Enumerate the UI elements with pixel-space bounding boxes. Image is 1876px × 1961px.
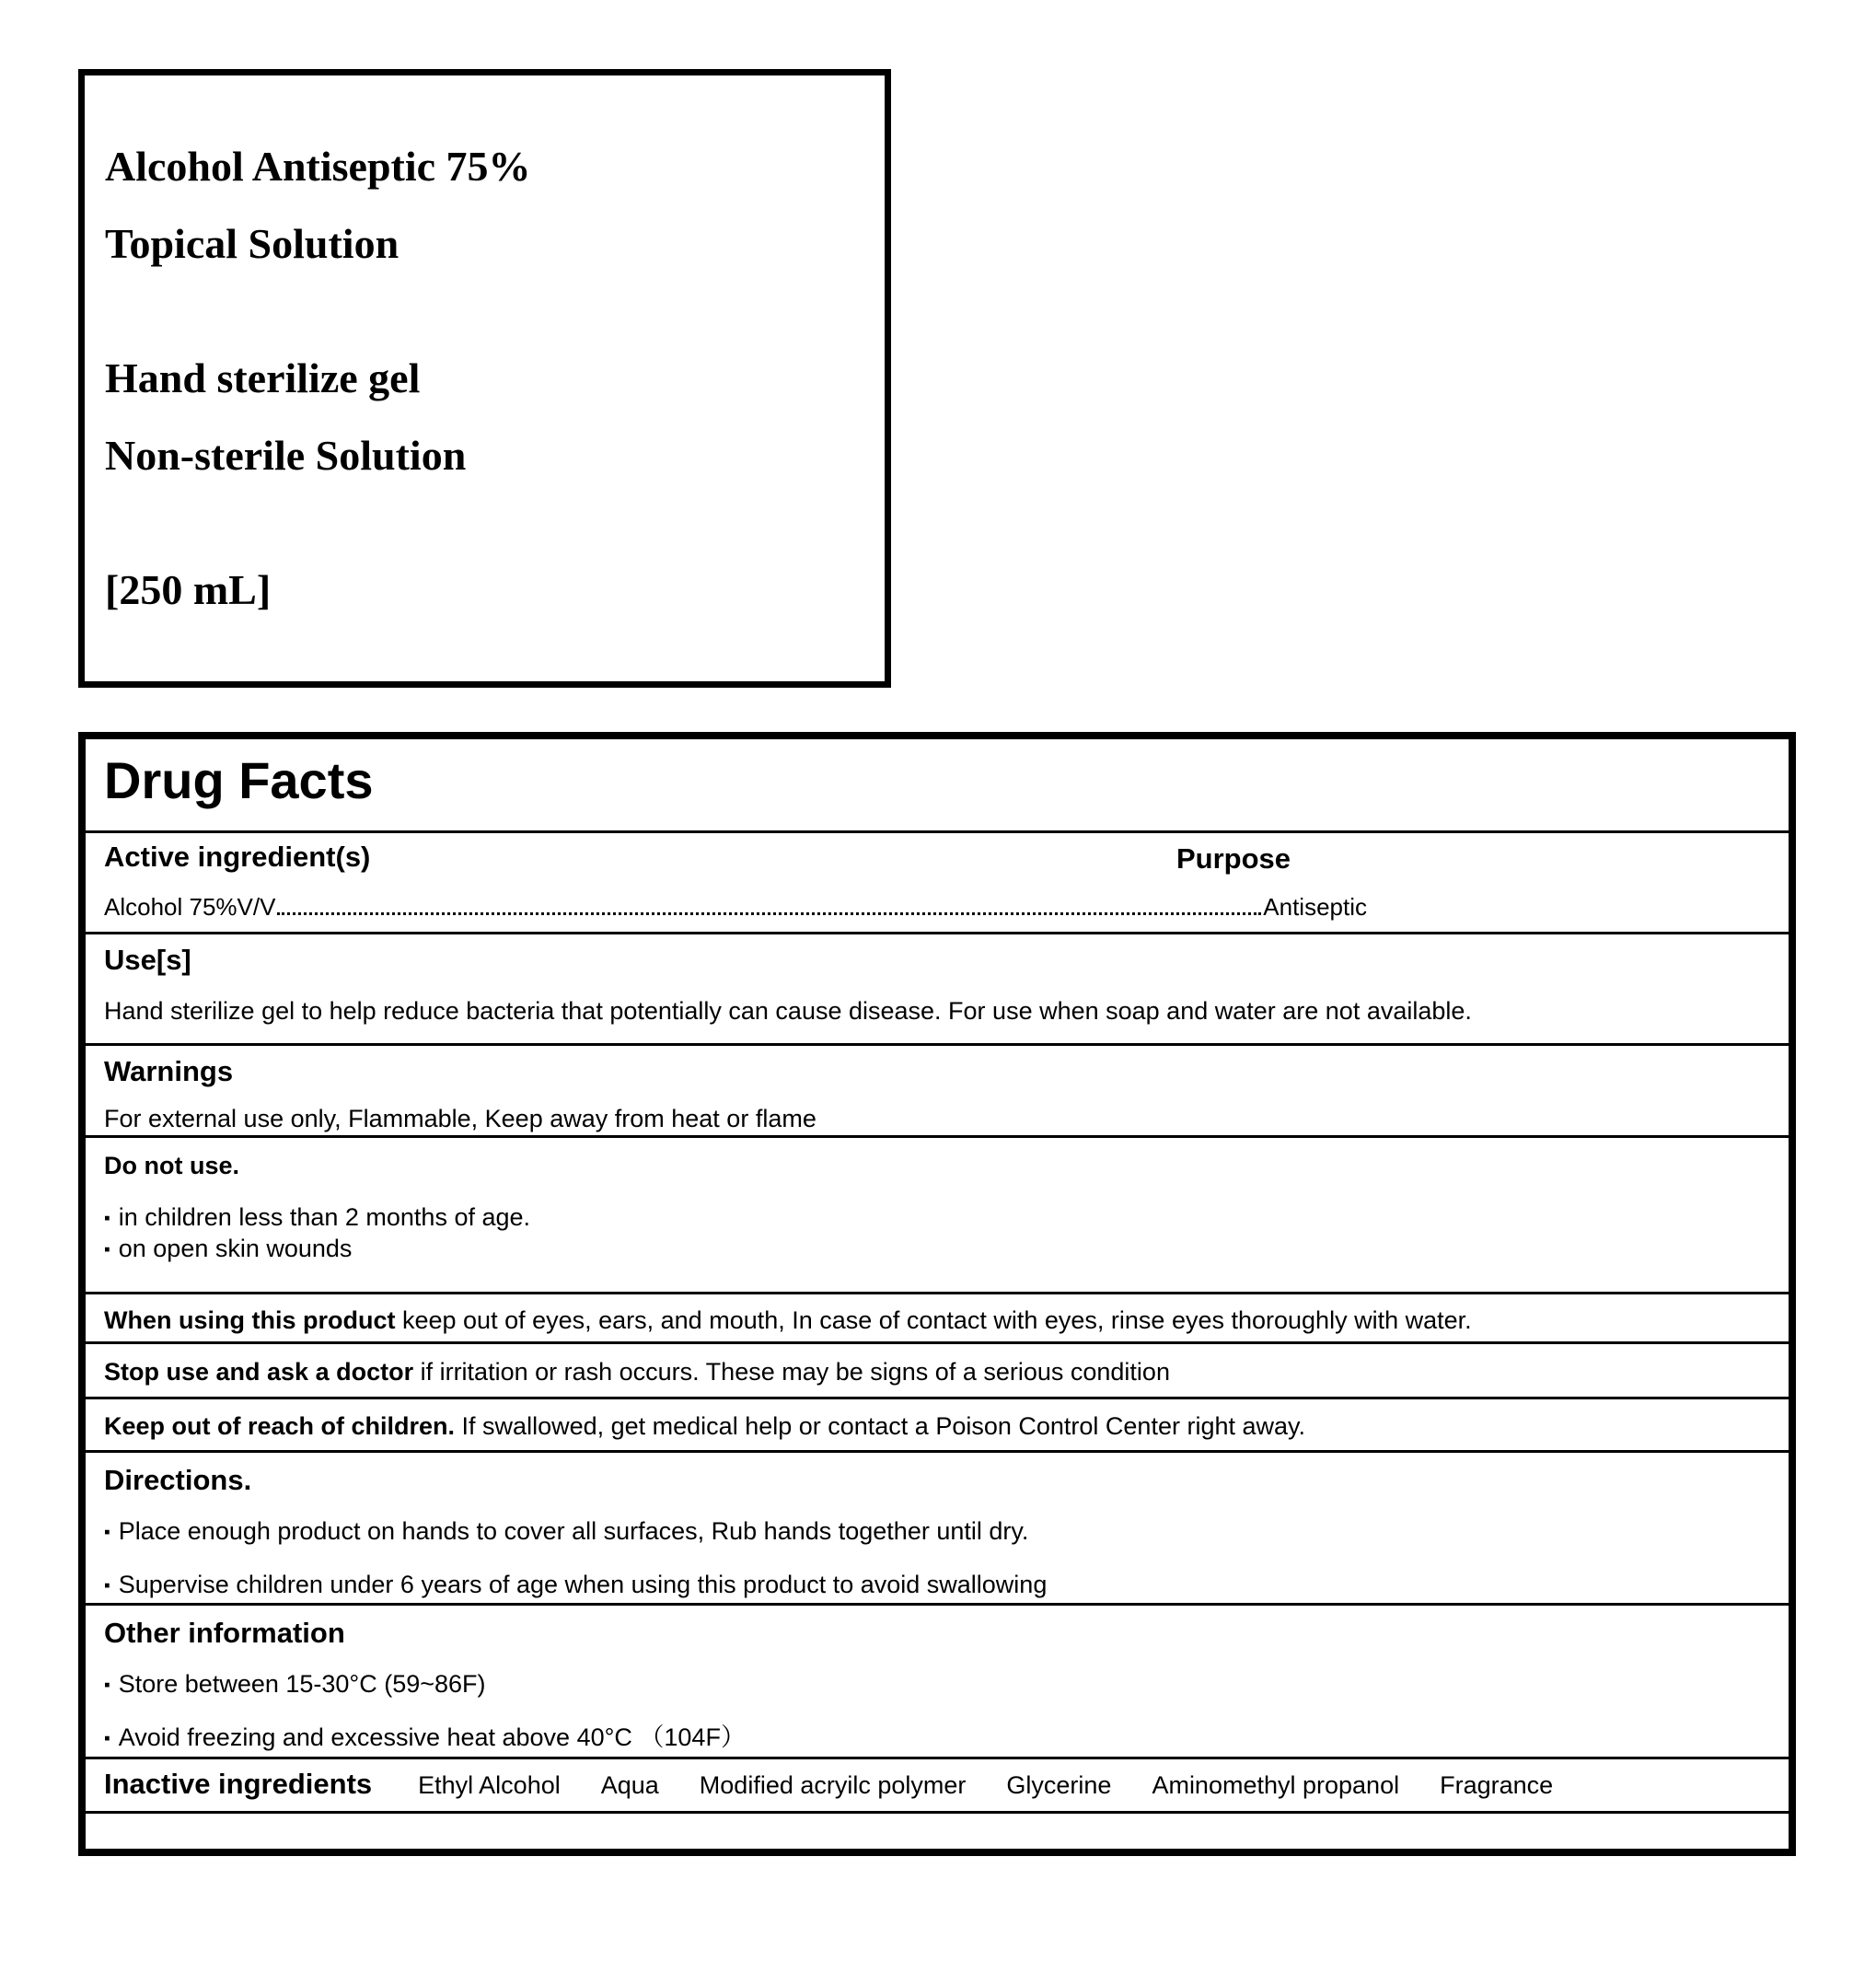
when-using-section xyxy=(86,1294,1789,1344)
do-not-use-lead: Do not use. xyxy=(104,1152,239,1179)
inactive-ingredient: Glycerine xyxy=(1006,1771,1112,1799)
directions-bullet-1-text: Place enough product on hands to cover all surfaces, Rub hands together until dry. xyxy=(118,1517,1029,1545)
bullet-icon: ▪ xyxy=(104,1240,110,1259)
active-ingredient-row xyxy=(104,893,1367,921)
stop-use-line xyxy=(104,1357,1770,1387)
active-ingredients-section xyxy=(86,833,1789,934)
spacer xyxy=(105,300,863,357)
directions-bullet-2-text: Supervise children under 6 years of age when using this product to avoid swallowing xyxy=(118,1571,1048,1598)
inactive-ingredient: Aqua xyxy=(600,1771,659,1799)
do-not-use-bullet-1-text: in children less than 2 months of age. xyxy=(118,1203,531,1231)
keep-out-of-reach-section xyxy=(86,1399,1789,1453)
product-sterility-line: Non-sterile Solution xyxy=(105,432,467,479)
do-not-use-bullet-2-text: on open skin wounds xyxy=(118,1235,353,1262)
other-information-heading: Other information xyxy=(104,1617,345,1649)
product-title-line: Alcohol Antiseptic 75% xyxy=(105,143,531,190)
do-not-use-section xyxy=(86,1138,1789,1294)
bullet-icon: ▪ xyxy=(104,1209,110,1228)
inactive-ingredient: Modified acryilc polymer xyxy=(699,1771,967,1799)
product-info-box xyxy=(78,69,891,688)
do-not-use-bullet-2 xyxy=(104,1234,1770,1265)
keep-out-body: If swallowed, get medical help or contact a Poison Control Center right away. xyxy=(455,1412,1306,1440)
product-volume-line: [250 mL] xyxy=(105,566,272,613)
stop-use-section xyxy=(86,1344,1789,1399)
when-using-lead: When using this product xyxy=(104,1306,396,1334)
active-ingredient-name: Alcohol 75%V/V xyxy=(104,893,276,921)
inactive-ingredients-heading: Inactive ingredients xyxy=(104,1768,373,1800)
bullet-icon: ▪ xyxy=(104,1729,110,1748)
inactive-ingredient: Ethyl Alcohol xyxy=(418,1771,561,1799)
inactive-ingredient: Aminomethyl propanol xyxy=(1152,1771,1400,1799)
warnings-heading: Warnings xyxy=(104,1055,234,1087)
bullet-icon: ▪ xyxy=(104,1576,110,1595)
other-info-bullet-2 xyxy=(104,1723,1770,1754)
stop-use-body: if irritation or rash occurs. These may be signs of a serious condition xyxy=(413,1358,1170,1386)
drug-facts-panel xyxy=(78,732,1796,1856)
warnings-body: For external use only, Flammable, Keep away from heat or flame xyxy=(104,1105,816,1132)
drug-facts-title: Drug Facts xyxy=(104,751,374,809)
directions-bullet-1 xyxy=(104,1516,1770,1548)
other-info-bullet-1 xyxy=(104,1669,1770,1700)
directions-section xyxy=(86,1453,1789,1606)
purpose-heading: Purpose xyxy=(1176,842,1291,875)
other-info-bullet-1-text: Store between 15-30°C (59~86F) xyxy=(118,1670,486,1698)
purpose-value: Antiseptic xyxy=(1263,893,1367,921)
product-description-line: Hand sterilize gel xyxy=(105,354,421,401)
other-information-section xyxy=(86,1606,1789,1759)
uses-section xyxy=(86,934,1789,1046)
active-ingredients-heading: Active ingredient(s) xyxy=(104,841,371,873)
stop-use-lead: Stop use and ask a doctor xyxy=(104,1358,414,1386)
do-not-use-bullet-1 xyxy=(104,1202,1770,1234)
bullet-icon: ▪ xyxy=(104,1523,110,1542)
bullet-icon: ▪ xyxy=(104,1676,110,1695)
warnings-section xyxy=(86,1046,1789,1138)
inactive-ingredients-section xyxy=(86,1759,1789,1814)
inactive-ingredient: Fragrance xyxy=(1440,1771,1554,1799)
dotted-leader xyxy=(277,912,1261,915)
directions-bullet-2 xyxy=(104,1570,1770,1601)
other-info-bullet-2-text: Avoid freezing and excessive heat above 40°C （104F） xyxy=(118,1723,746,1751)
keep-out-line xyxy=(104,1411,1770,1441)
uses-heading: Use[s] xyxy=(104,944,191,976)
empty-row xyxy=(86,1814,1789,1849)
when-using-line xyxy=(104,1305,1770,1335)
when-using-body: keep out of eyes, ears, and mouth, In case of contact with eyes, rinse eyes thoroughly with water. xyxy=(395,1306,1472,1334)
directions-heading: Directions. xyxy=(104,1464,252,1496)
drug-facts-title-row xyxy=(86,739,1789,833)
uses-body: Hand sterilize gel to help reduce bacteria that potentially can cause disease. For use when soap and water are not available. xyxy=(104,997,1472,1025)
keep-out-lead: Keep out of reach of children. xyxy=(104,1412,456,1440)
product-form-line: Topical Solution xyxy=(105,220,400,267)
spacer xyxy=(105,512,863,569)
